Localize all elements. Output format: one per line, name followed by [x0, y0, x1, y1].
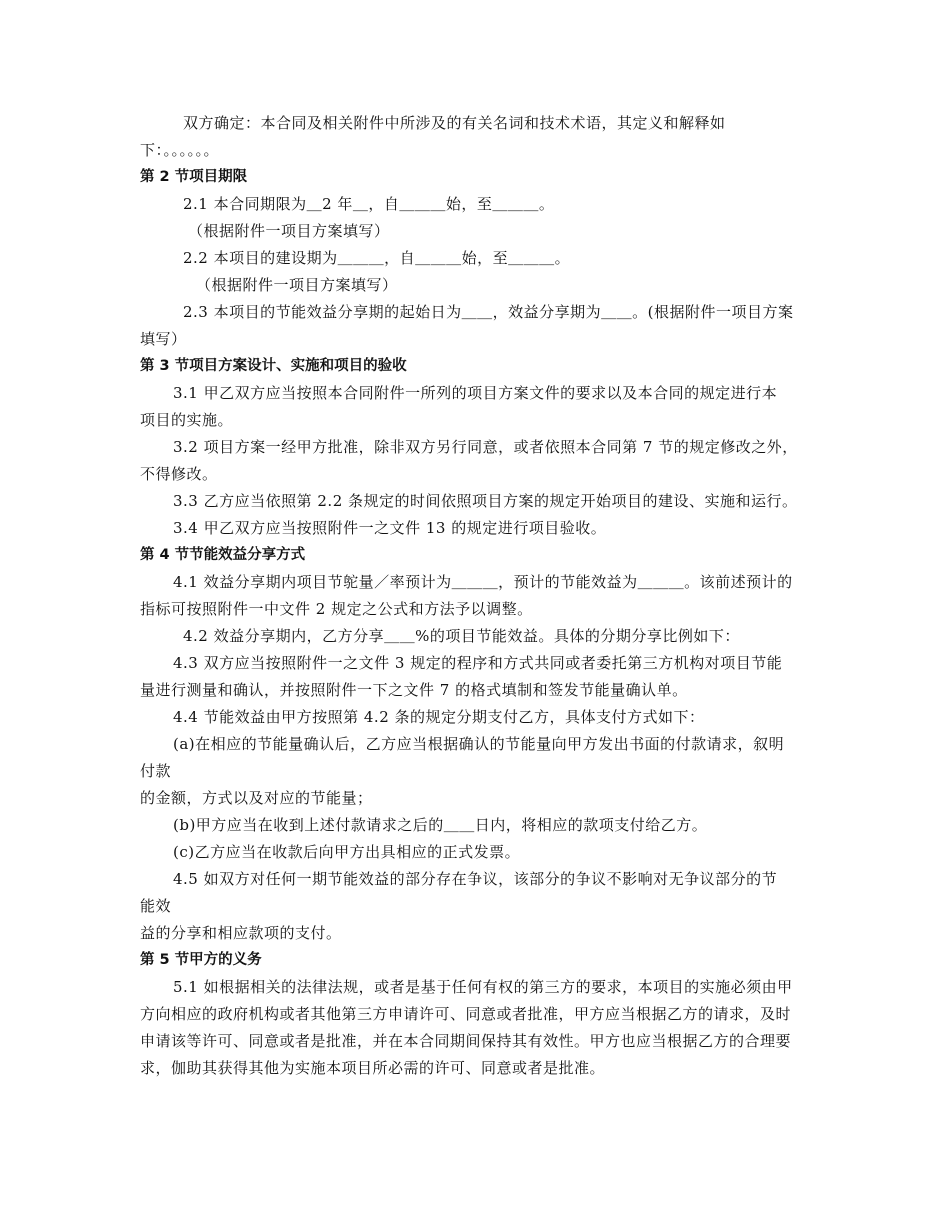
clause-5-1-line-2: 方向相应的政府机构或者其他第三方申请许可、同意或者批准，甲方应当根据乙方的请求，及时	[140, 1005, 792, 1023]
clause-4-3-line-1: 4.3 双方应当按照附件一之文件 3 规定的程序和方式共同或者委托第三方机构对项目节能	[173, 654, 783, 672]
clause-4-4-a-line-1: (a)在相应的节能量确认后，乙方应当根据确认的节能量向甲方发出书面的付款请求，叙明	[173, 735, 785, 753]
clause-4-5-line-1: 4.5 如双方对任何一期节能效益的部分存在争议，该部分的争议不影响对无争议部分的节	[173, 870, 778, 888]
clause-4-5-line-2: 能效	[140, 897, 172, 915]
clause-3-1-line-1: 3.1 甲乙双方应当按照本合同附件一所列的项目方案文件的要求以及本合同的规定进行本	[173, 384, 778, 402]
intro-line-1: 双方确定：本合同及相关附件中所涉及的有关名词和技术术语，其定义和解释如	[183, 114, 726, 132]
clause-5-1-line-4: 求，伽助其获得其他为实施本项目所必需的许可、同意或者是批准。	[140, 1059, 606, 1077]
clause-2-3-line-1: 2.3 本项目的节能效益分享期的起始日为＿＿，效益分享期为＿＿。(根据附件一项目方案	[183, 303, 794, 321]
clause-3-3: 3.3 乙方应当依照第 2.2 条规定的时间依照项目方案的规定开始项目的建设、实施和运行。	[173, 492, 798, 510]
clause-2-2: 2.2 本项目的建设期为＿＿＿，自＿＿＿始，至＿＿＿。	[183, 249, 571, 267]
clause-4-4: 4.4 节能效益由甲方按照第 4.2 条的规定分期支付乙方，具体支付方式如下：	[173, 708, 705, 726]
clause-2-1-note: （根据附件一项目方案填写）	[188, 222, 390, 240]
clause-4-4-a-line-2: 付款	[140, 762, 172, 780]
section-5-heading: 第 5 节甲方的义务	[140, 952, 262, 968]
clause-3-1-line-2: 项目的实施。	[140, 411, 234, 429]
clause-2-1: 2.1 本合同期限为＿2 年＿，自＿＿＿始，至＿＿＿。	[183, 195, 555, 213]
clause-4-2: 4.2 效益分享期内，乙方分享＿＿%的项目节能效益。具体的分期分享比例如下：	[183, 627, 740, 645]
clause-5-1-line-1: 5.1 如根据相关的法律法规，或者是基于任何有权的第三方的要求，本项目的实施必须由甲	[173, 978, 793, 996]
clause-3-2-line-1: 3.2 项目方案一经甲方批准，除非双方另行同意，或者依照本合同第 7 节的规定修改之外，	[173, 438, 798, 456]
clause-4-3-line-2: 量进行测量和确认，并按照附件一下之文件 7 的格式填制和签发节能量确认单。	[140, 681, 688, 699]
clause-3-4: 3.4 甲乙双方应当按照附件一之文件 13 的规定进行项目验收。	[173, 519, 607, 537]
clause-4-1-line-2: 指标可按照附件一中文件 2 规定之公式和方法予以调整。	[140, 600, 533, 618]
clause-4-4-b: (b)甲方应当在收到上述付款请求之后的＿＿日内，将相应的款项支付给乙方。	[173, 816, 708, 834]
clause-2-2-note: （根据附件一项目方案填写）	[196, 276, 398, 294]
clause-5-1-line-3: 申请该等许可、同意或者是批准，并在本合同期间保持其有效性。甲方也应当根据乙方的合理要	[140, 1032, 792, 1050]
document-page	[140, 110, 812, 1082]
section-2-heading: 第 2 节项目期限	[140, 169, 248, 185]
clause-4-1-line-1: 4.1 效益分享期内项目节鸵量／率预计为＿＿＿，预计的节能效益为＿＿＿。该前述预计的	[173, 573, 793, 591]
clause-2-3-line-2: 填写）	[140, 330, 187, 348]
clause-3-2-line-2: 不得修改。	[140, 465, 218, 483]
clause-4-4-a-line-3: 的金额，方式以及对应的节能量；	[140, 789, 373, 807]
intro-line-2: 下：。。。。。。	[140, 141, 220, 159]
section-4-heading: 第 4 节节能效益分享方式	[140, 547, 306, 563]
clause-4-5-line-3: 益的分享和相应款项的支付。	[140, 924, 342, 942]
section-3-heading: 第 3 节项目方案设计、实施和项目的验收	[140, 358, 407, 374]
clause-4-4-c: (c)乙方应当在收款后向甲方出具相应的正式发票。	[173, 843, 521, 861]
